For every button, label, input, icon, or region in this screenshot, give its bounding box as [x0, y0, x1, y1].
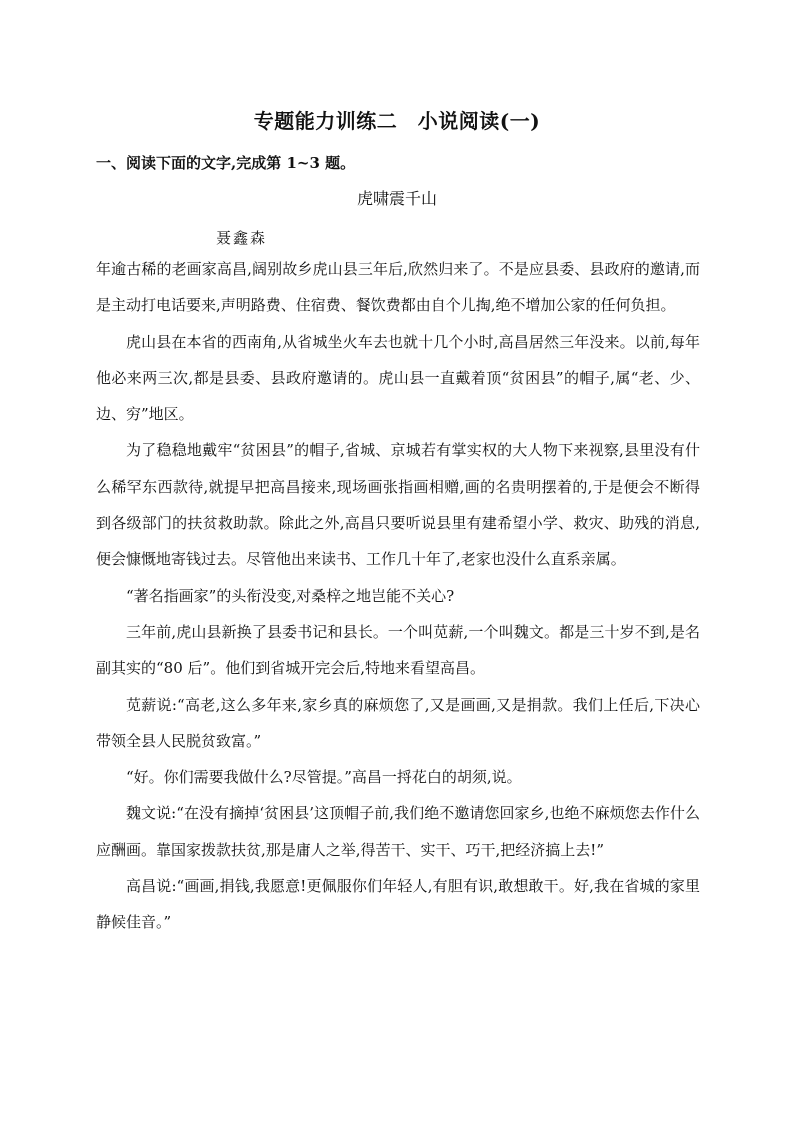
paragraph: 高昌说:“画画,捐钱,我愿意!更佩服你们年轻人,有胆有识,敢想敢干。好,我在省城的家里静候佳音。” — [96, 877, 700, 932]
paragraph: 苋薪说:“高老,这么多年来,家乡真的麻烦您了,又是画画,又是捐款。我们上任后,下决心带领全县人民脱贫致富。” — [96, 695, 700, 750]
paragraph: 三年前,虎山县新换了县委书记和县长。一个叫苋薪,一个叫魏文。都是三十岁不到,是名副其实的“80 后”。他们到省城开完会后,特地来看望高昌。 — [96, 622, 700, 678]
paragraph: “著名指画家”的头衔没变,对桑梓之地岂能不关心? — [126, 586, 455, 605]
story-body — [96, 251, 700, 941]
paragraph: 年逾古稀的老画家高昌,阔别故乡虎山县三年后,欣然归来了。不是应县委、县政府的邀请,而是主动打电话要来,声明路费、住宿费、餐饮费都由自个儿掏,绝不增加公家的任何负担。 — [96, 260, 700, 315]
paragraph: 虎山县在本省的西南角,从省城坐火车去也就十几个小时,高昌居然三年没来。以前,每年他必来两三次,都是县委、县政府邀请的。虎山县一直戴着顶“贫困县”的帽子,属“老、少、边、穷”地区。 — [96, 332, 700, 424]
document-title: 专题能力训练二 小说阅读(一) — [253, 109, 541, 133]
paragraph: “好。你们需要我做什么?尽管提。”高昌一捋花白的胡须,说。 — [126, 768, 522, 787]
question-instruction: 一、阅读下面的文字,完成第 1~3 题。 — [96, 154, 356, 172]
story-title: 虎啸震千山 — [356, 189, 437, 208]
paragraph: 为了稳稳地戴牢“贫困县”的帽子,省城、京城若有掌实权的大人物下来视察,县里没有什么稀罕东西款待,就提早把高昌接来,现场画张指画相赠,画的名贵明摆着的,于是便会不断得到各级部门的扶贫救助款。除此之外,高昌只要听说县里有建希望小学、救灾、助残的消息,便会慷慨地寄钱过去。尽管他出来读书、工作几十年了,老家也没什么直系亲属。 — [96, 441, 700, 569]
paragraph: 魏文说:“在没有摘掉‘贫困县’这顶帽子前,我们绝不邀请您回家乡,也绝不麻烦您去作什么应酬画。靠国家拨款扶贫,那是庸人之举,得苦干、实干、巧干,把经济搞上去!” — [96, 804, 700, 859]
story-author: 聂鑫森 — [216, 229, 268, 247]
